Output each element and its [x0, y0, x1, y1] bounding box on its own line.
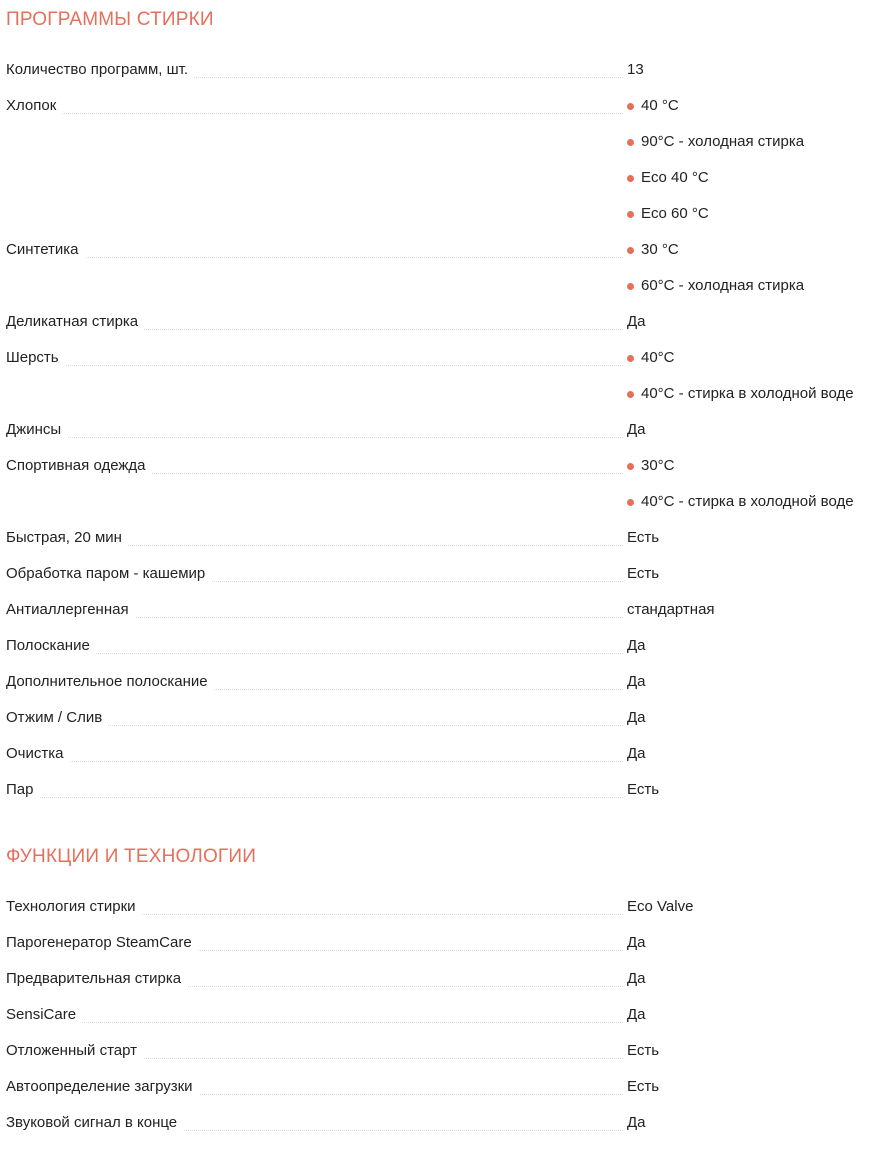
- section-title-functions: ФУНКЦИИ И ТЕХНОЛОГИИ: [6, 846, 257, 867]
- spec-value-text: Да: [627, 1114, 646, 1131]
- spec-value-text: 30°C: [641, 457, 675, 474]
- spec-value-text: Eco 40 °C: [641, 169, 709, 186]
- spec-value: [627, 961, 889, 997]
- spec-label: Автоопределение загрузки: [6, 1069, 199, 1105]
- spec-value: [627, 736, 889, 772]
- bullet-dot-icon: [627, 175, 634, 182]
- spec-value: [627, 484, 889, 520]
- spec-value-text: Да: [627, 970, 646, 987]
- bullet-dot-icon: [627, 211, 634, 218]
- spec-row: [0, 700, 889, 736]
- spec-label-cell: [6, 340, 623, 376]
- spec-value: [627, 889, 889, 925]
- spec-value: [627, 664, 889, 700]
- spec-row: [0, 772, 889, 808]
- bullet-dot-icon: [627, 391, 634, 398]
- spec-label-cell: [6, 448, 623, 484]
- spec-value-cell: [627, 1105, 889, 1141]
- spec-value-cell: [627, 556, 889, 592]
- spec-label: Дополнительное полоскание: [6, 664, 214, 700]
- spec-label: Быстрая, 20 мин: [6, 520, 128, 556]
- spec-row: [0, 412, 889, 448]
- spec-row: [0, 520, 889, 556]
- section-title-programs: ПРОГРАММЫ СТИРКИ: [6, 9, 214, 30]
- bullet-dot-icon: [627, 139, 634, 146]
- bullet-dot-icon: [627, 463, 634, 470]
- spec-label-cell: [6, 412, 623, 448]
- spec-value-text: Да: [627, 745, 646, 762]
- spec-row: [0, 88, 889, 232]
- spec-label-cell: [6, 961, 623, 997]
- spec-value-text: Да: [627, 1006, 646, 1023]
- spec-label: Количество программ, шт.: [6, 52, 194, 88]
- spec-value-text: Есть: [627, 565, 660, 582]
- spec-value: [627, 592, 889, 628]
- spec-value-text: Да: [627, 673, 646, 690]
- bullet-dot-icon: [627, 247, 634, 254]
- spec-value: [627, 448, 889, 484]
- spec-row: [0, 664, 889, 700]
- spec-label: Парогенератор SteamCare: [6, 925, 198, 961]
- spec-value: [627, 52, 889, 88]
- spec-label: Полоскание: [6, 628, 96, 664]
- spec-label-cell: [6, 700, 623, 736]
- spec-value: [627, 1105, 889, 1141]
- spec-label-cell: [6, 736, 623, 772]
- spec-label: Деликатная стирка: [6, 304, 144, 340]
- spec-label: Пар: [6, 772, 39, 808]
- spec-value-cell: [627, 925, 889, 961]
- spec-value-text: Да: [627, 313, 646, 330]
- spec-value-cell: [627, 997, 889, 1033]
- spec-label-cell: [6, 628, 623, 664]
- spec-label-cell: [6, 772, 623, 808]
- spec-value: [627, 376, 889, 412]
- spec-value-cell: [627, 700, 889, 736]
- spec-label: Технология стирки: [6, 889, 142, 925]
- spec-value-cell: [627, 412, 889, 448]
- spec-label-cell: [6, 52, 623, 88]
- spec-value-cell: [627, 961, 889, 997]
- spec-label-cell: [6, 520, 623, 556]
- spec-value-cell: [627, 889, 889, 925]
- spec-label: SensiCare: [6, 997, 82, 1033]
- spec-label: Синтетика: [6, 232, 85, 268]
- spec-value-text: Есть: [627, 529, 660, 546]
- spec-value-cell: [627, 88, 889, 232]
- spec-row: [0, 304, 889, 340]
- spec-label-cell: [6, 889, 623, 925]
- spec-value: [627, 160, 889, 196]
- spec-value: [627, 772, 889, 808]
- spec-label: Очистка: [6, 736, 69, 772]
- spec-label-cell: [6, 304, 623, 340]
- spec-label: Джинсы: [6, 412, 67, 448]
- spec-value: [627, 124, 889, 160]
- spec-value-cell: [627, 772, 889, 808]
- spec-label: Хлопок: [6, 88, 62, 124]
- spec-value-cell: [627, 52, 889, 88]
- spec-value-cell: [627, 736, 889, 772]
- spec-label-cell: [6, 997, 623, 1033]
- spec-value-cell: [627, 664, 889, 700]
- spec-value-text: 40°C - стирка в холодной воде: [641, 385, 854, 402]
- spec-value-cell: [627, 592, 889, 628]
- spec-table-functions: [0, 889, 889, 1141]
- spec-value-cell: [627, 628, 889, 664]
- spec-value-text: Есть: [627, 781, 660, 798]
- spec-value: [627, 232, 889, 268]
- spec-row: [0, 1105, 889, 1141]
- spec-row: [0, 556, 889, 592]
- spec-value-text: 40°C: [641, 349, 675, 366]
- spec-row: [0, 1033, 889, 1069]
- spec-value: [627, 88, 889, 124]
- spec-value: [627, 268, 889, 304]
- spec-value: [627, 304, 889, 340]
- spec-value: [627, 700, 889, 736]
- spec-label-cell: [6, 925, 623, 961]
- spec-value-text: Есть: [627, 1078, 660, 1095]
- spec-value-text: 90°C - холодная стирка: [641, 133, 805, 150]
- spec-value-text: Есть: [627, 1042, 660, 1059]
- spec-value-text: Eco Valve: [627, 898, 694, 915]
- spec-label-cell: [6, 88, 623, 124]
- spec-value-cell: [627, 1069, 889, 1105]
- spec-value: [627, 628, 889, 664]
- spec-label-cell: [6, 556, 623, 592]
- spec-value: [627, 1069, 889, 1105]
- spec-label-cell: [6, 664, 623, 700]
- spec-label: Шерсть: [6, 340, 65, 376]
- spec-value-text: 40 °C: [641, 97, 679, 114]
- spec-row: [0, 592, 889, 628]
- spec-value-text: Eco 60 °C: [641, 205, 709, 222]
- bullet-dot-icon: [627, 355, 634, 362]
- spec-label-cell: [6, 592, 623, 628]
- spec-value: [627, 1033, 889, 1069]
- spec-label: Отложенный старт: [6, 1033, 143, 1069]
- spec-value-text: 13: [627, 61, 644, 78]
- spec-value-cell: [627, 520, 889, 556]
- bullet-dot-icon: [627, 283, 634, 290]
- spec-value: [627, 997, 889, 1033]
- spec-label: Звуковой сигнал в конце: [6, 1105, 183, 1141]
- spec-row: [0, 925, 889, 961]
- spec-row: [0, 997, 889, 1033]
- spec-row: [0, 736, 889, 772]
- spec-table-programs: [0, 52, 889, 808]
- spec-label-cell: [6, 1069, 623, 1105]
- spec-value-text: Да: [627, 421, 646, 438]
- spec-value-cell: [627, 232, 889, 304]
- bullet-dot-icon: [627, 499, 634, 506]
- spec-label: Предварительная стирка: [6, 961, 187, 997]
- spec-row: [0, 1069, 889, 1105]
- spec-value-text: 40°C - стирка в холодной воде: [641, 493, 854, 510]
- spec-row: [0, 889, 889, 925]
- spec-value: [627, 520, 889, 556]
- spec-value: [627, 556, 889, 592]
- spec-label: Отжим / Слив: [6, 700, 108, 736]
- spec-value-cell: [627, 448, 889, 520]
- spec-value-cell: [627, 304, 889, 340]
- spec-row: [0, 232, 889, 304]
- spec-value: [627, 196, 889, 232]
- spec-row: [0, 448, 889, 520]
- spec-row: [0, 961, 889, 997]
- spec-value-text: стандартная: [627, 601, 715, 618]
- spec-label-cell: [6, 1105, 623, 1141]
- spec-value-text: Да: [627, 637, 646, 654]
- spec-label-cell: [6, 1033, 623, 1069]
- spec-row: [0, 340, 889, 412]
- spec-row: [0, 628, 889, 664]
- spec-value-text: 60°C - холодная стирка: [641, 277, 805, 294]
- spec-value: [627, 925, 889, 961]
- spec-label: Антиаллергенная: [6, 592, 135, 628]
- spec-value-text: Да: [627, 709, 646, 726]
- bullet-dot-icon: [627, 103, 634, 110]
- spec-label: Обработка паром - кашемир: [6, 556, 211, 592]
- spec-label: Спортивная одежда: [6, 448, 152, 484]
- spec-value: [627, 340, 889, 376]
- spec-value-text: Да: [627, 934, 646, 951]
- spec-value-text: 30 °C: [641, 241, 679, 258]
- spec-label-cell: [6, 232, 623, 268]
- spec-value-cell: [627, 1033, 889, 1069]
- spec-value-cell: [627, 340, 889, 412]
- spec-value: [627, 412, 889, 448]
- spec-row: [0, 52, 889, 88]
